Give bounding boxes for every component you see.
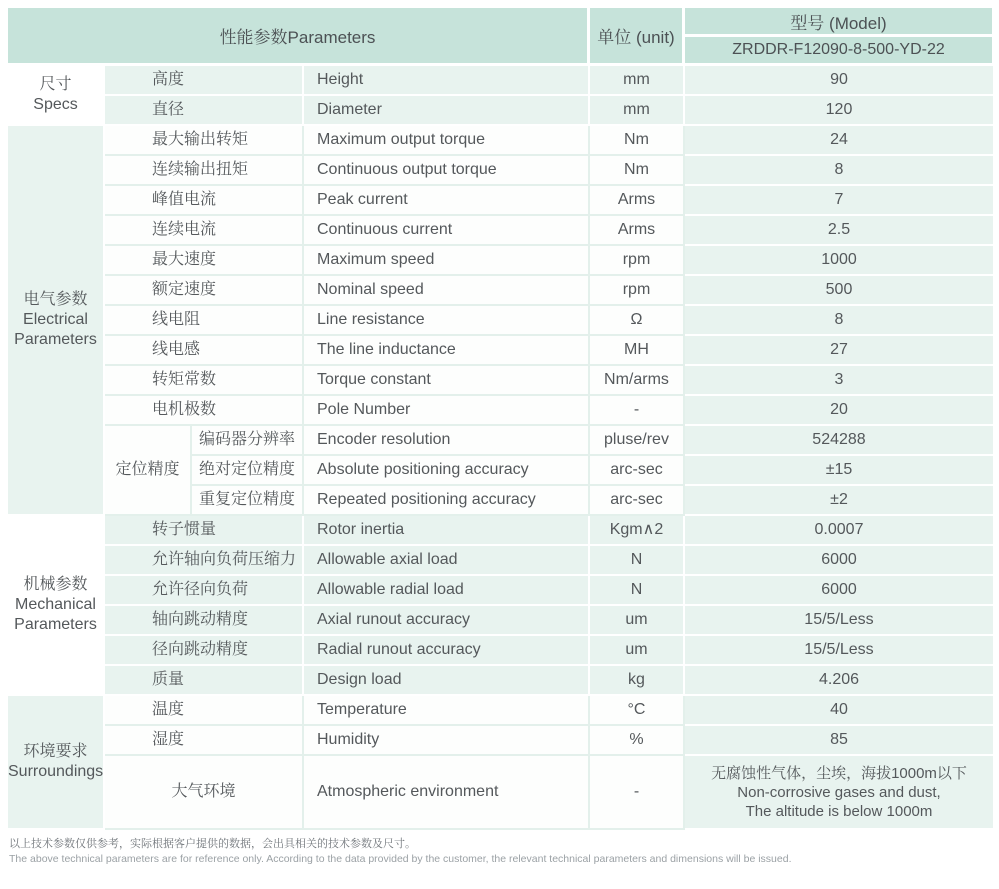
param-cn: 轴向跳动精度 [105, 606, 304, 636]
table-row [8, 126, 995, 156]
unit-cell: Kgm∧2 [590, 516, 685, 546]
param-en: Allowable axial load [304, 546, 590, 576]
param-cn: 湿度 [105, 726, 304, 756]
table-row [8, 246, 995, 276]
param-en: Radial runout accuracy [304, 636, 590, 666]
param-cn: 高度 [105, 66, 304, 96]
param-cn: 线电感 [105, 336, 304, 366]
unit-cell: kg [590, 666, 685, 696]
table-row [8, 666, 995, 696]
value-line: 无腐蚀性气体，尘埃，海拔1000m以下 [711, 764, 967, 782]
param-cn: 电机极数 [105, 396, 304, 426]
footnotes [8, 830, 995, 867]
param-cn: 线电阻 [105, 306, 304, 336]
value-line: The altitude is below 1000m [745, 802, 933, 820]
param-cn: 径向跳动精度 [105, 636, 304, 666]
param-en: Atmospheric environment [304, 756, 590, 830]
param-cn: 最大输出转矩 [105, 126, 304, 156]
param-cn: 编码器分辨率 [192, 426, 304, 456]
section-label [8, 516, 105, 696]
value-cell: ±2 [685, 486, 995, 516]
section-label [8, 696, 105, 830]
value-cell: 8 [685, 306, 995, 336]
value-cell: 3 [685, 366, 995, 396]
value-cell: 120 [685, 96, 995, 126]
param-en: Height [304, 66, 590, 96]
table-row [8, 636, 995, 666]
table-header-row [8, 8, 995, 37]
value-cell: 7 [685, 186, 995, 216]
table-row [8, 396, 995, 426]
param-en: Axial runout accuracy [304, 606, 590, 636]
value-cell: 500 [685, 276, 995, 306]
spec-table [8, 8, 995, 830]
value-cell: 15/5/Less [685, 606, 995, 636]
param-en: Diameter [304, 96, 590, 126]
value-cell: 24 [685, 126, 995, 156]
value-cell: 20 [685, 396, 995, 426]
table-body [8, 66, 995, 830]
param-cn: 大气环境 [105, 756, 304, 830]
param-en: Line resistance [304, 306, 590, 336]
unit-cell: Nm/arms [590, 366, 685, 396]
table-row [8, 366, 995, 396]
unit-cell: - [590, 396, 685, 426]
param-cn: 绝对定位精度 [192, 456, 304, 486]
unit-cell: N [590, 546, 685, 576]
value-cell: 85 [685, 726, 995, 756]
param-en: The line inductance [304, 336, 590, 366]
section-label-en: Surroundings [8, 763, 104, 780]
value-cell: ±15 [685, 456, 995, 486]
table-row [8, 516, 995, 546]
table-row [8, 66, 995, 96]
param-en: Nominal speed [304, 276, 590, 306]
table-header [8, 8, 995, 66]
param-en: Design load [304, 666, 590, 696]
value-cell: 0.0007 [685, 516, 995, 546]
section-label-en: Mechanical [15, 596, 96, 613]
unit-cell: rpm [590, 246, 685, 276]
param-cn: 重复定位精度 [192, 486, 304, 516]
value-cell: 27 [685, 336, 995, 366]
value-cell: 15/5/Less [685, 636, 995, 666]
param-en: Continuous current [304, 216, 590, 246]
param-en: Torque constant [304, 366, 590, 396]
table-row [8, 186, 995, 216]
unit-cell: Arms [590, 186, 685, 216]
table-row [8, 546, 995, 576]
param-cn: 温度 [105, 696, 304, 726]
param-cn: 连续电流 [105, 216, 304, 246]
param-cn: 峰值电流 [105, 186, 304, 216]
value-cell: 8 [685, 156, 995, 186]
param-cn: 允许轴向负荷压缩力 [105, 546, 304, 576]
unit-cell: mm [590, 66, 685, 96]
section-label [8, 126, 105, 516]
value-cell [685, 756, 995, 830]
param-en: Peak current [304, 186, 590, 216]
param-en: Encoder resolution [304, 426, 590, 456]
param-en: Rotor inertia [304, 516, 590, 546]
footnote-cn: 以上技术参数仅供参考，实际根据客户提供的数据，会出具相关的技术参数及尺寸。 [9, 838, 416, 850]
table-row [8, 216, 995, 246]
unit-cell: °C [590, 696, 685, 726]
table-row [8, 96, 995, 126]
unit-cell: Nm [590, 126, 685, 156]
table-row [8, 426, 995, 456]
param-cn: 转矩常数 [105, 366, 304, 396]
param-cn: 质量 [105, 666, 304, 696]
param-en: Pole Number [304, 396, 590, 426]
section-label-en: Parameters [14, 616, 97, 633]
section-label-cn: 机械参数 [23, 576, 88, 593]
table-row [8, 576, 995, 606]
param-en: Temperature [304, 696, 590, 726]
param-en: Allowable radial load [304, 576, 590, 606]
unit-cell: arc-sec [590, 486, 685, 516]
param-en: Maximum speed [304, 246, 590, 276]
param-cn: 直径 [105, 96, 304, 126]
param-en: Repeated positioning accuracy [304, 486, 590, 516]
unit-cell: MH [590, 336, 685, 366]
header-unit: 单位 (unit) [590, 8, 685, 66]
value-cell: 2.5 [685, 216, 995, 246]
section-label-cn: 电气参数 [23, 291, 88, 308]
table-row [8, 756, 995, 830]
unit-cell: Nm [590, 156, 685, 186]
value-cell: 524288 [685, 426, 995, 456]
value-line: Non-corrosive gases and dust, [737, 783, 941, 801]
section-label-cn: 尺寸 [39, 76, 72, 93]
table-row [8, 276, 995, 306]
param-cn: 连续输出扭矩 [105, 156, 304, 186]
unit-cell: Ω [590, 306, 685, 336]
unit-cell: - [590, 756, 685, 830]
unit-cell: Arms [590, 216, 685, 246]
header-model-value: ZRDDR-F12090-8-500-YD-22 [685, 37, 995, 66]
param-cn: 额定速度 [105, 276, 304, 306]
table-row [8, 306, 995, 336]
value-cell: 4.206 [685, 666, 995, 696]
param-en: Maximum output torque [304, 126, 590, 156]
param-en: Absolute positioning accuracy [304, 456, 590, 486]
unit-cell: arc-sec [590, 456, 685, 486]
unit-cell: N [590, 576, 685, 606]
unit-cell: mm [590, 96, 685, 126]
param-cn: 最大速度 [105, 246, 304, 276]
param-en: Humidity [304, 726, 590, 756]
section-label-en: Electrical [23, 311, 88, 328]
table-row [8, 696, 995, 726]
value-cell: 6000 [685, 546, 995, 576]
section-label-en: Parameters [14, 331, 97, 348]
header-model: 型号 (Model) [685, 8, 995, 37]
table-row [8, 156, 995, 186]
value-cell: 1000 [685, 246, 995, 276]
param-cn: 转子惯量 [105, 516, 304, 546]
value-cell: 6000 [685, 576, 995, 606]
unit-cell: % [590, 726, 685, 756]
unit-cell: um [590, 636, 685, 666]
section-label [8, 66, 105, 126]
value-cell: 90 [685, 66, 995, 96]
header-parameters: 性能参数Parameters [8, 8, 590, 66]
param-en: Continuous output torque [304, 156, 590, 186]
footnote-en: The above technical parameters are for reference only. According to the data provided by the customer, the relevant technical parameters and dimensions will be issued. [9, 853, 792, 865]
value-cell: 40 [685, 696, 995, 726]
param-group-label: 定位精度 [105, 426, 192, 516]
table-row [8, 606, 995, 636]
unit-cell: um [590, 606, 685, 636]
unit-cell: pluse/rev [590, 426, 685, 456]
table-row [8, 336, 995, 366]
section-label-en: Specs [33, 96, 78, 113]
unit-cell: rpm [590, 276, 685, 306]
section-label-cn: 环境要求 [23, 743, 88, 760]
param-cn: 允许径向负荷 [105, 576, 304, 606]
table-row [8, 726, 995, 756]
